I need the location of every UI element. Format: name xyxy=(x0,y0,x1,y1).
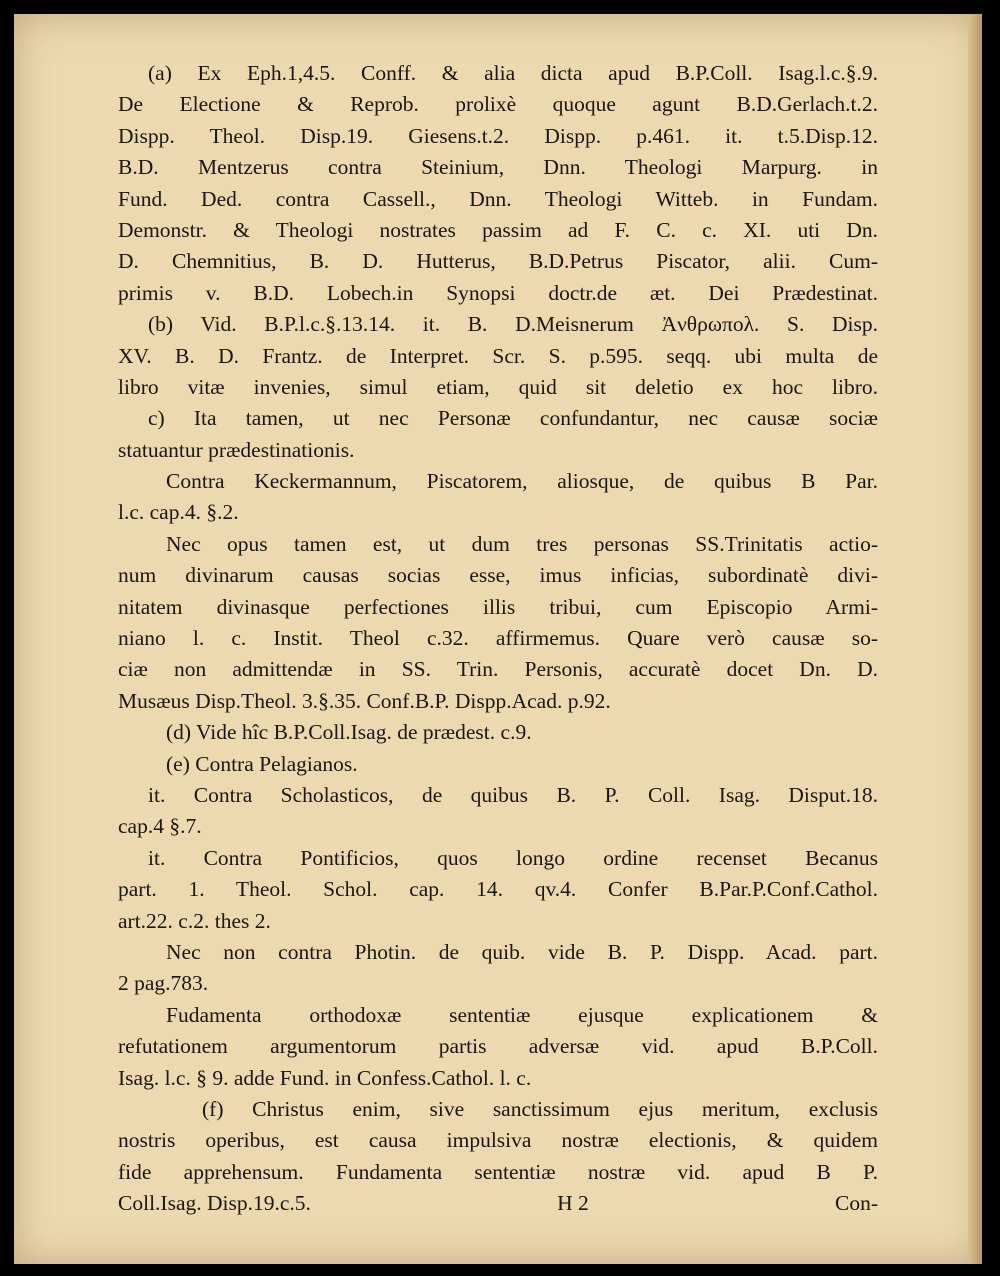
signature-mark: H 2 xyxy=(557,1191,589,1216)
text-line: Dispp. Theol. Disp.19. Giesens.t.2. Dispp. p.461. it. t.5.Disp.12. xyxy=(118,123,878,148)
text-line: cap.4 §.7. xyxy=(118,814,202,839)
text-line: (e) Contra Pelagianos. xyxy=(166,751,358,776)
catchword: Con- xyxy=(835,1191,878,1216)
text-line: niano l. c. Instit. Theol c.32. affirmemus. Quare verò causæ so- xyxy=(118,626,878,651)
text-line: Fund. Ded. contra Cassell., Dnn. Theologi Witteb. in Fundam. xyxy=(118,186,878,211)
text-line: ciæ non admittendæ in SS. Trin. Personis, accuratè docet Dn. D. xyxy=(118,657,878,682)
text-line: (a) Ex Eph.1,4.5. Conff. & alia dicta apud B.P.Coll. Isag.l.c.§.9. xyxy=(148,61,878,85)
text-line: De Electione & Reprob. prolixè quoque agunt B.D.Gerlach.t.2. xyxy=(118,92,878,117)
text-line: 2 pag.783. xyxy=(118,971,209,996)
text-line: Nec non contra Photin. de quib. vide B. P. Dispp. Acad. part. xyxy=(166,939,878,964)
book-page xyxy=(14,14,982,1264)
text-line: Musæus Disp.Theol. 3.§.35. Conf.B.P. Dispp.Acad. p.92. xyxy=(118,688,611,713)
text-line: it. Contra Scholasticos, de quibus B. P. Coll. Isag. Disput.18. xyxy=(148,782,878,807)
text-line: primis v. B.D. Lobech.in Synopsi doctr.de æt. Dei Prædestinat. xyxy=(118,280,878,305)
text-line: Contra Keckermannum, Piscatorem, aliosque, de quibus B Par. xyxy=(166,469,878,494)
text-line: nostris operibus, est causa impulsiva nostræ electionis, & quidem xyxy=(118,1128,878,1153)
text-line: art.22. c.2. thes 2. xyxy=(118,908,271,933)
text-line: nitatem divinasque perfectiones illis tribui, cum Episcopio Armi- xyxy=(118,594,878,619)
text-line: (d) Vide hîc B.P.Coll.Isag. de prædest. c.9. xyxy=(166,720,532,745)
text-line: Fudamenta orthodoxæ sententiæ ejusque explicationem & xyxy=(166,1002,878,1027)
text-line: Coll.Isag. Disp.19.c.5. xyxy=(118,1191,311,1216)
text-line: it. Contra Pontificios, quos longo ordine recenset Becanus xyxy=(148,845,878,870)
text-line: Nec opus tamen est, ut dum tres personas SS.Trinitatis actio- xyxy=(166,531,878,556)
text-line: B.D. Mentzerus contra Steinium, Dnn. Theologi Marpurg. in xyxy=(118,155,878,180)
text-line: fide apprehensum. Fundamenta sententiæ nostræ vid. apud B P. xyxy=(118,1159,878,1184)
text-line: libro vitæ invenies, simul etiam, quid sit deletio ex hoc libro. xyxy=(118,374,878,399)
text-line: D. Chemnitius, B. D. Hutterus, B.D.Petrus Piscator, alii. Cum- xyxy=(118,249,878,274)
text-line: c) Ita tamen, ut nec Personæ confundantur, nec causæ sociæ xyxy=(148,406,878,431)
text-line: (b) Vid. B.P.l.c.§.13.14. it. B. D.Meisnerum Ἀνθρωπολ. S. Disp. xyxy=(148,312,878,337)
text-line: refutationem argumentorum partis adversæ vid. apud B.P.Coll. xyxy=(118,1034,878,1059)
text-line: num divinarum causas socias esse, imus inficias, subordinatè divi- xyxy=(118,563,878,588)
text-line: l.c. cap.4. §.2. xyxy=(118,500,239,525)
text-line: statuantur prædestinationis. xyxy=(118,437,355,462)
page-footer xyxy=(118,1188,878,1219)
page-text xyxy=(118,58,878,1219)
text-line: Demonstr. & Theologi nostrates passim ad F. C. c. XI. uti Dn. xyxy=(118,217,878,242)
text-line: XV. B. D. Frantz. de Interpret. Scr. S. p.595. seqq. ubi multa de xyxy=(118,343,878,368)
text-line: (f) Christus enim, sive sanctissimum ejus meritum, exclusis xyxy=(202,1096,878,1121)
text-line: part. 1. Theol. Schol. cap. 14. qv.4. Confer B.Par.P.Conf.Cathol. xyxy=(118,877,878,902)
text-line: Isag. l.c. § 9. adde Fund. in Confess.Cathol. l. c. xyxy=(118,1065,532,1090)
